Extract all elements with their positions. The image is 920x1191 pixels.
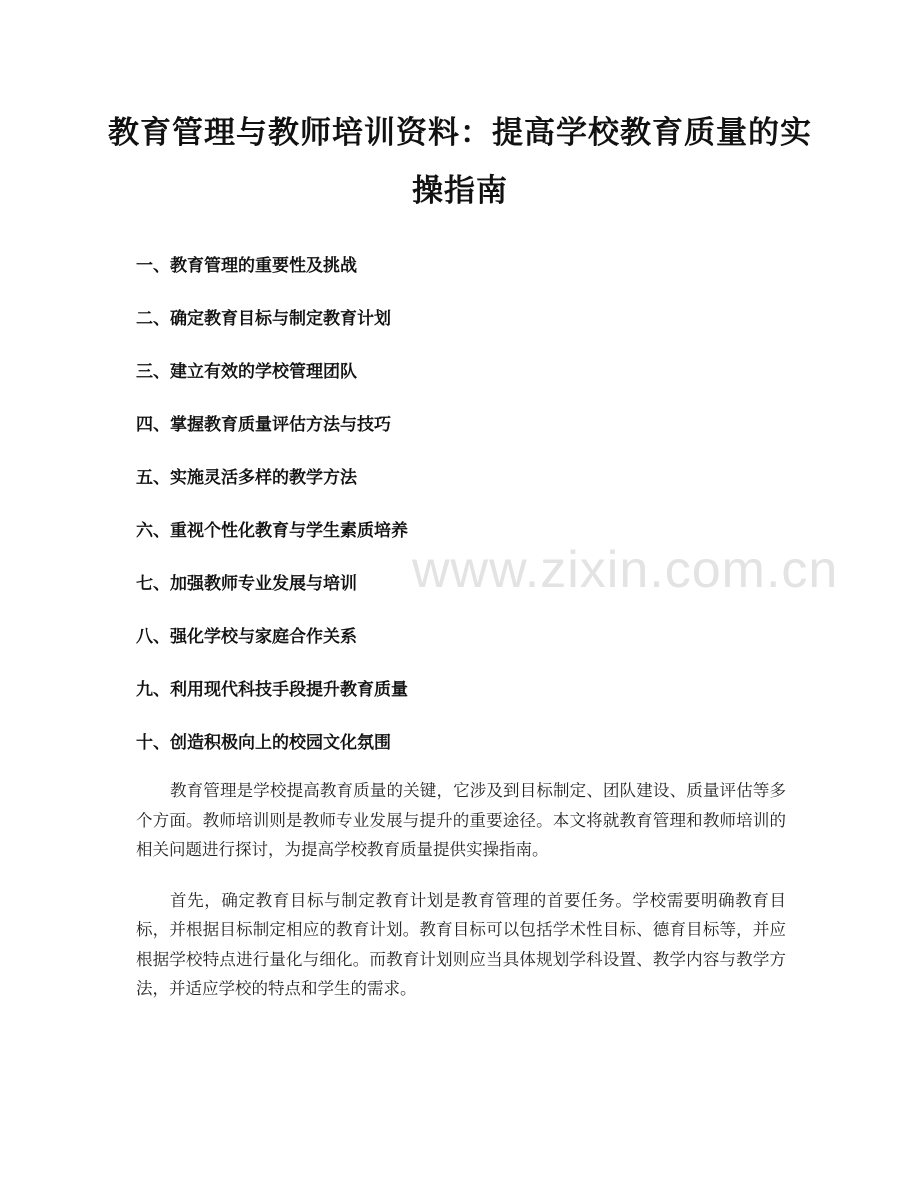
toc-item: 四、掌握教育质量评估方法与技巧 (136, 415, 391, 435)
paragraph: 首先，确定教育目标与制定教育计划是教育管理的首要任务。学校需要明确教育目标，并根据目标制定相应的教育计划。教育目标可以包括学术性目标、德育目标等，并应根据学校特点进行量化与细化。而教育计划则应当具体规划学科设置、教学内容与教学方法，并适应学校的特点和学生的需求。 (136, 890, 786, 998)
paragraph: 教育管理是学校提高教育质量的关键，它涉及到目标制定、团队建设、质量评估等多个方面。教师培训则是教师专业发展与提升的重要途径。本文将就教育管理和教师培训的相关问题进行探讨，为提高学校教育质量提供实操指南。 (136, 781, 786, 859)
toc-item: 三、建立有效的学校管理团队 (136, 362, 357, 382)
toc-item: 二、确定教育目标与制定教育计划 (136, 309, 391, 329)
toc-item: 五、实施灵活多样的教学方法 (136, 468, 357, 488)
page-title: 教育管理与教师培训资料：提高学校教育质量的实操指南 (108, 115, 812, 209)
body-text (136, 776, 786, 1025)
toc-item: 一、教育管理的重要性及挑战 (136, 256, 357, 276)
toc-item: 九、利用现代科技手段提升教育质量 (136, 680, 408, 700)
watermark: www.zixin.com.cn (412, 541, 839, 599)
toc-item: 六、重视个性化教育与学生素质培养 (136, 521, 408, 541)
table-of-contents (136, 248, 796, 778)
toc-item: 八、强化学校与家庭合作关系 (136, 627, 357, 647)
toc-item: 七、加强教师专业发展与培训 (136, 574, 357, 594)
toc-item: 十、创造积极向上的校园文化氛围 (136, 733, 391, 753)
